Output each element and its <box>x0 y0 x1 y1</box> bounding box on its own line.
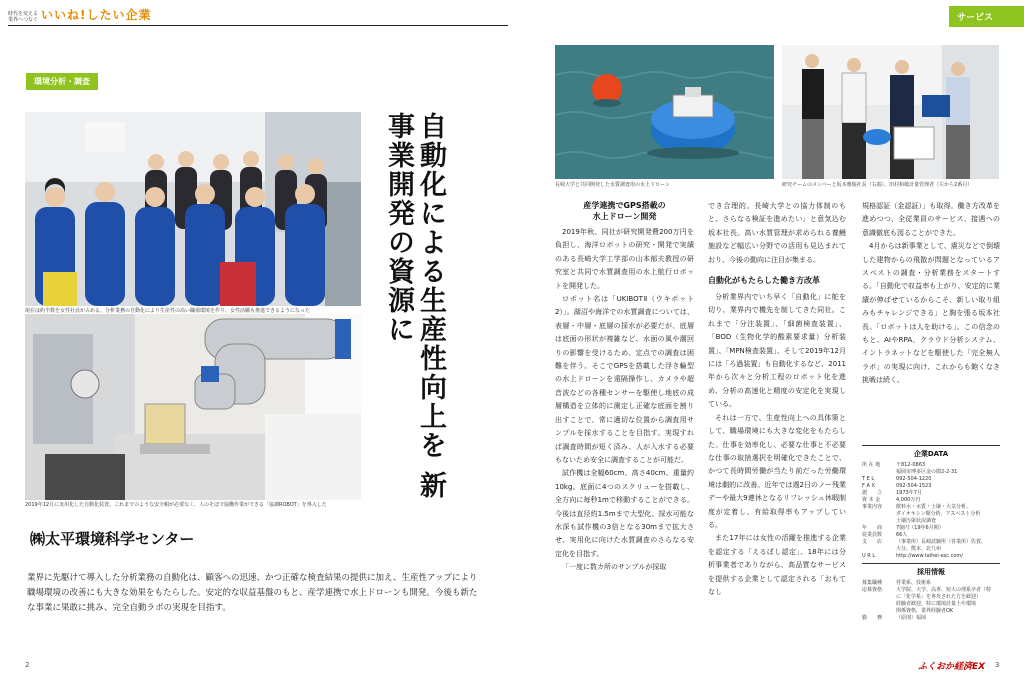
data-row-value: 飲料水・水質・土壌・大気分析、 <box>896 504 972 510</box>
data-row <box>862 587 1000 594</box>
data-row <box>862 615 1000 622</box>
data-row-key <box>862 546 896 553</box>
headline-line-1: 自動化による生産性向上を <box>415 112 446 460</box>
subhead-drone-line-1: 産学連携でGPS搭載の <box>583 201 666 210</box>
magazine-header <box>8 6 178 26</box>
headline <box>376 112 446 512</box>
company-data-box <box>862 445 1000 622</box>
data-row <box>862 539 1000 546</box>
data-row-key: 応募資格 <box>862 587 883 593</box>
col1-paragraph: ロボット名は「UKIBOTⅡ（ウキボット2）」。湖沼や海洋での水質調査については、表層・中層・底層の採水が必要だが、底層は底面の形状が複雑など、水面の風や潮回りの影響を受けるため、定点での調査は困難を伴う。そこでGPSを搭載した浮き輪型の水上ドローンを遠隔操作し、カメラや超音波などの各種センサーを駆使し地底の成層構造を立体的に測定し正確な底面を割り出すことで、常に適切な位置から調査用サンプルを採水することを目指す。実現すれば調査時間が短く済み、人が入水する必要もないため安全に調査することが可能だ。 <box>555 295 694 464</box>
data-row <box>862 601 1000 608</box>
data-row-value: 関係資格、業界経験者OK <box>896 608 954 614</box>
recruit-list <box>862 580 1000 622</box>
staff-group-photo <box>25 112 361 306</box>
col1-paragraph: 試作機は全幅60cm、高さ40cm、重量約10kg。底面に4つのスクリューを搭載し、全方向に毎秒1mで移動することができる。今後は直径約1.5mまで大型化、採水可能な水深も試作機の3倍となる30mまで拡大させ、実用化に向けた水質調査のさらなる安定化を目指す。 <box>555 469 694 558</box>
data-row-key: 年 商 <box>862 525 883 531</box>
photo4-caption: 研究チームのメンバーと坂本雅俊社長（右端）、田村和敏計量管理者（左から2番目） <box>782 182 973 188</box>
company-data-title: 企業DATA <box>862 445 1000 459</box>
data-row-value: 営業系、技術系 <box>896 580 932 586</box>
data-row-value: 大学院、大学、高専、短大の理系卒者（特 <box>896 587 992 593</box>
subhead-workstyle: 自動化がもたらした働き方改革 <box>708 276 820 286</box>
data-row-value: 〒812-0863 <box>896 462 926 468</box>
data-row-key: 創 立 <box>862 490 883 496</box>
data-row <box>862 518 1000 525</box>
magazine-logo: ふくおか経済EX <box>918 662 986 672</box>
data-row-value: 66人 <box>896 532 908 538</box>
water-drone-photo <box>555 45 774 179</box>
data-row-key: 所 在 地 <box>862 462 881 468</box>
article-column-3 <box>862 200 1000 450</box>
article-column-2 <box>708 200 846 655</box>
photo2-caption: 2019年12月に実用化した自動化装置。これまでのような安全帽が必要なく、人のそばで協働作業ができる「協調ROBOT」を導入した <box>25 502 327 508</box>
data-row <box>862 462 1000 469</box>
subhead-drone-line-2: 水上ドローン開発 <box>592 212 657 221</box>
data-row <box>862 483 1000 490</box>
category-tag: 環境分析・調査 <box>26 73 98 90</box>
recruit-title: 採用情報 <box>862 563 1000 577</box>
data-row-value: 4,000万円 <box>896 497 921 503</box>
data-row-value: （事業所）長崎試験所（営業所）佐賀、 <box>896 539 987 545</box>
col3-paragraph: 規格認証（金認証）」も取得。働き方改革を進めつつ、全従業員のサービス、接遇への意識徹底も図ることができた。 <box>862 202 1000 237</box>
data-row-value: 092-504-1220 <box>896 476 932 482</box>
subhead-drone <box>555 200 694 222</box>
col1-paragraph: 2019年秋、同社が研究開発費200万円を負担し、海洋ロボットの研究・開発で実績のある長崎大学工学部の山本郁夫教授の研究室と共同で水質調査用の水上航行ロボットを開発した。 <box>555 228 694 290</box>
data-row-value: 7億円（19年6月期） <box>896 525 944 531</box>
data-row-key <box>862 518 896 525</box>
col2-paragraph: 分析業界内でいち早く「自動化」に舵を切り、業界内で機先を制してきた同社。これまで「分注装置」、「細菌検査装置」、「BOD（生物化学的酸素要求量）分析装置」、「MPN検査装置」、そして2019年12月には「ろ過装置」も自動化するなど、2011年から次々と分析工程のロボット化を進め、分析の高速化と精度の安定化を実現している。 <box>708 293 846 409</box>
data-row-key <box>862 594 896 601</box>
section-tab: サービス <box>949 6 1024 27</box>
data-row-key: 募集職種 <box>862 580 883 586</box>
data-row-value: http://www.taihei-esc.com/ <box>896 553 963 559</box>
photo1-caption: 現在は約半数を女性社員が占める。分析業務の自動化により生産性の高い職場環境を作り、女性活躍も推進できるようになった <box>25 308 311 314</box>
article-column-1 <box>555 200 694 655</box>
data-row-key: F A X <box>862 483 875 489</box>
page-number-right: 3 <box>995 661 1000 669</box>
headline-line-2: 新事業開発の資源に <box>383 112 446 501</box>
data-row-key: 従業員数 <box>862 532 883 538</box>
header-title: いいね!したい企業 <box>41 8 152 22</box>
data-row <box>862 490 1000 497</box>
data-row <box>862 553 1000 560</box>
data-row-value: に「化学系」を専攻された方を歓迎） <box>896 594 982 600</box>
data-row <box>862 594 1000 601</box>
data-row-key <box>862 469 896 476</box>
data-row-key: U R L <box>862 553 876 559</box>
data-row <box>862 497 1000 504</box>
col1-paragraph: 「一度に数カ所のサンプルが採取 <box>562 563 667 572</box>
col3-paragraph: 4月からは新事業として、震災などで倒壊した建物からの飛散が問題となっているアスベストの調査・分析業務をスタートする。「自動化で収益率も上がり、安定的に業績が伸ばせているからこそ、新しい取り組みもチャレンジできる」と胸を張る坂本社長。「ロボットは人を助ける」。この信念のもと、AIやRPA、クラウド分析システム、イントラネットなどを駆使した「完全無人ラボ」の実現に向け、これからも飽くなき挑戦は続く。 <box>862 242 1000 385</box>
data-row <box>862 532 1000 539</box>
data-row-key <box>862 511 896 518</box>
data-row <box>862 504 1000 511</box>
header-rule <box>8 25 508 26</box>
data-row-value: 092-504-1523 <box>896 483 932 489</box>
data-row-value: 土壌汚染状況調査 <box>896 518 937 524</box>
header-tagline-2: 業界へつなぐ <box>8 17 39 23</box>
robot-photo <box>25 314 361 500</box>
data-row-key: 事業内容 <box>862 504 883 510</box>
data-row-key <box>862 608 896 615</box>
data-row-key: 支 店 <box>862 539 883 545</box>
data-row <box>862 525 1000 532</box>
data-row <box>862 580 1000 587</box>
data-row <box>862 511 1000 518</box>
col2-paragraph: それは一方で、生産性向上への具体策として、職場環境にも大きな変化をもたらした。仕事を効率化し、必要な仕事と不必要な仕事の取捨選択を明確化できたことで、かつて長時間労働が当たり前だった労働環境は劇的に改善。近年では週2日のノー残業デーや最大9連休となるリフレッシュ休暇制度が定着し、有給取得率もアップしている。 <box>708 413 846 529</box>
page-number-left: 2 <box>25 661 30 669</box>
data-row <box>862 608 1000 615</box>
data-row-key: 勤 務 <box>862 615 883 621</box>
company-data-list <box>862 462 1000 560</box>
data-row <box>862 476 1000 483</box>
photo3-caption: 長崎大学と共同開発した水質調査用の水上ドローン <box>555 182 670 188</box>
data-row-value: （原則）福岡 <box>896 615 927 621</box>
data-row-value: 1973年7月 <box>896 490 922 496</box>
lead-text: 業界に先駆けて導入した分析業務の自動化は、顧客への迅速、かつ正確な検査結果の提供に加え、生産性アップにより職場環境の改善にも大きな効果をもたらした。安定的な収益基盤のもと、産学連携で水上ドローンも開発。今後も新たな事業に果敢に挑み、完全自動ラボの実現を目指す。 <box>27 573 478 613</box>
col2-paragraph: また17年には女性の活躍を推進する企業を認定する「えるぼし認定」、18年には分析事業者でありながら、高品質なサービスを提供する企業として認定される「おもてなし <box>708 534 846 596</box>
col2-paragraph: でき合理的。長崎大学との協力体制のもと、さらなる検証を進めたい」と意気込む坂本社長。高い水質管理が求められる養鰻施設など幅広い分野での活用も見込まれており、今後の動向に注目が集まる。 <box>708 202 846 264</box>
data-row <box>862 469 1000 476</box>
header-tagline-1: 時代を変える <box>8 11 39 17</box>
data-row-value: ダイオキシン類分析、アスベスト分析 <box>896 511 981 517</box>
data-row-value: 経験者歓迎。特に環境計量士や環境 <box>896 601 977 607</box>
data-row-key: T E L <box>862 476 875 482</box>
research-team-photo <box>782 45 999 179</box>
data-row-value: 大分、熊本、北九州 <box>896 546 942 552</box>
data-row-key: 資 本 金 <box>862 497 881 503</box>
data-row <box>862 546 1000 553</box>
data-row-value: 福岡市博多区金の隈2-2-31 <box>896 469 958 475</box>
company-name: ㈱太平環境科学センター <box>30 530 195 548</box>
data-row-key <box>862 601 896 608</box>
